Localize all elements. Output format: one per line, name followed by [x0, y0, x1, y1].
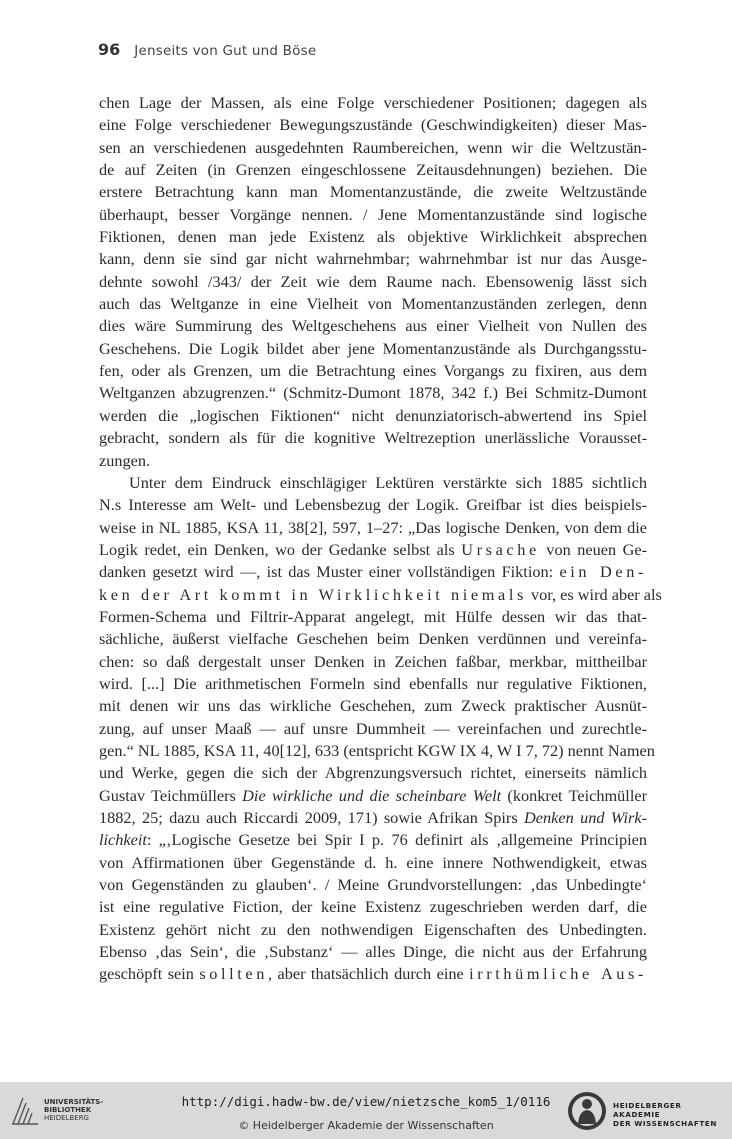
text-line: und Werke, gegen die sich der Abgrenzungsversuch richtet, einerseits nämlich	[99, 763, 647, 783]
text-line: Formen-Schema und Filtrir-Apparat angelegt, mit Hülfe dessen wir das that-	[99, 606, 647, 626]
text-line: Geschehens. Die Logik bildet aber jene Momentanzustände als Durchgangsstu-	[99, 338, 647, 358]
source-url-link[interactable]: http://digi.hadw-bw.de/view/nietzsche_kom5_1/0116	[181, 1094, 551, 1109]
text-line: chen: so daß dergestalt unser Denken in Zeichen faßbar, merkbar, mittheilbar	[99, 651, 647, 671]
text-line: Existenz gehört nicht zu den nothwendigen Eigenschaften des Unbedingten.	[99, 919, 647, 939]
text-line: danken gesetzt wird —, ist das Muster einer vollständigen Fiktion: ein Den-	[99, 562, 647, 582]
footer-bar	[0, 1082, 732, 1139]
text-line: werden die „logischen Fiktionen“ nicht denunziatorisch-abwertend ins Spiel	[99, 405, 647, 425]
text-line: geschöpft sein sollten, aber thatsächlich durch eine irrthümliche Aus-	[99, 964, 647, 984]
text-line: ken der Art kommt in Wirklichkeit niemals vor, es wird aber als	[99, 584, 662, 604]
text-line: sächliche, äußerst vielfache Geschehen beim Denken verdünnen und vereinfa-	[99, 629, 647, 649]
text-line: 1882, 25; dazu auch Riccardi 2009, 171) sowie Afrikan Spirs Denken und Wirk-	[99, 808, 648, 827]
text-line: ist eine regulative Fiction, der keine Existenz zugeschrieben werden darf, die	[99, 897, 647, 917]
text-line: von Gegenständen zu glauben‘. / Meine Grundvorstellungen: ‚das Unbedingte‘	[99, 875, 647, 895]
text-line: dehnte sowohl /343/ der Zeit wie dem Raume nach. Ebensowenig lässt sich	[99, 271, 647, 291]
library-name: UNIVERSITÄTS- BIBLIOTHEK HEIDELBERG	[44, 1098, 104, 1122]
spaced-emphasis: Ursache	[461, 539, 540, 559]
text-line: zung, auf unser Maaß — auf unsre Dummheit — vereinfachen und zurechtle-	[99, 718, 647, 738]
spaced-emphasis: sollten	[199, 964, 268, 984]
text-line: weise in NL 1885, KSA 11, 38[2], 597, 1–27: „Das logische Denken, von dem die	[99, 517, 647, 537]
text-line: kann, denn sie sind gar nicht wahrnehmbar; wahrnehmbar ist nur das Ausge-	[99, 249, 647, 269]
running-title: Jenseits von Gut und Böse	[134, 43, 317, 59]
text-line: Fiktionen, denen man jede Existenz als objektive Wirklichkeit absprechen	[99, 227, 647, 247]
text-line: lichkeit: „‚Logische Gesetze bei Spir I p. 76 definirt als ‚allgemeine Principien	[99, 830, 647, 850]
text-line: Weltganzen abzugrenzen.“ (Schmitz-Dumont 1878, 342 f.) Bei Schmitz-Dumont	[99, 383, 647, 403]
text-line: gen.“ NL 1885, KSA 11, 40[12], 633 (entspricht KGW IX 4, W I 7, 72) nennt Namen	[99, 740, 655, 760]
text-line: Gustav Teichmüllers Die wirkliche und die scheinbare Welt (konkret Teichmüller	[99, 785, 647, 805]
body-text	[99, 92, 662, 986]
running-head	[98, 40, 316, 66]
text-line: wird. [...] Die arithmetischen Formeln sind ebenfalls nur regulative Fiktionen,	[99, 673, 647, 693]
italic-title: Denken und Wirk-	[524, 808, 648, 827]
copyright-notice: © Heidelberger Akademie der Wissenschaften	[238, 1119, 494, 1132]
text-line: auch das Weltganze in eine Vielheit von Momentanzuständen zerlegen, denn	[99, 294, 647, 314]
text-line: Ebenso ‚das Sein‘, die ‚Substanz‘ — alles Dinge, die nicht aus der Erfahrung	[99, 942, 647, 962]
text-line: sen an verschiedenen ausgedehnten Raumbereichen, wenn wir die Weltzustän-	[99, 137, 647, 157]
text-line: dies wäre Summirung des Weltgeschehens aus einer Vielheit von Nullen des	[99, 316, 647, 336]
spaced-emphasis: ken der Art kommt in Wirklichkeit niemals	[99, 584, 527, 604]
text-line: chen Lage der Massen, als eine Folge verschiedener Positionen; dagegen als	[99, 93, 647, 112]
academy-seal-icon	[567, 1091, 607, 1131]
text-line: de auf Zeiten (in Grenzen eingeschlossene Zeitausdehnungen) beziehen. Die	[99, 160, 647, 180]
text-line: zungen.	[99, 450, 151, 470]
academy-logo[interactable]	[563, 1088, 731, 1134]
text-line: Logik redet, ein Denken, wo der Gedanke selbst als Ursache von neuen Ge-	[99, 539, 647, 559]
academy-name: HEIDELBERGER AKADEMIE DER WISSENSCHAFTEN	[613, 1101, 718, 1128]
text-line: eine Folge verschiedener Bewegungszustände (Geschwindigkeiten) dieser Mas-	[99, 115, 647, 135]
text-line: N.s Interesse am Welt- und Lebensbezug der Logik. Greifbar ist dies beispiels-	[99, 495, 647, 515]
text-line: fen, oder als Grenzen, um die Betrachtung eines Vorgangs zu fixiren, aus dem	[99, 361, 647, 381]
text-line: überhaupt, besser Vorgänge nennen. / Jene Momentanzustände sind logische	[99, 204, 647, 224]
text-line-paragraph-start: Unter dem Eindruck einschlägiger Lektüren verstärkte sich 1885 sichtlich	[129, 472, 647, 492]
page-number: 96	[98, 40, 121, 59]
text-line: von Affirmationen über Gegenstände d. h. eine innere Nothwendigkeit, etwas	[99, 852, 647, 872]
text-line: erstere Betrachtung kann man Momentanzustände, die zweite Weltzustände	[99, 182, 647, 202]
spaced-emphasis: ein Den-	[559, 562, 647, 582]
italic-title: lichkeit	[99, 830, 147, 850]
text-line: gebracht, sondern als für die kognitive Weltrezeption unerlässliche Vorausset-	[99, 428, 647, 448]
italic-title: Die wirkliche und die scheinbare Welt	[242, 785, 502, 805]
text-line: mit denen wir uns das wirkliche Geschehen, zum Zweck praktischer Ausnüt-	[99, 696, 647, 716]
spaced-emphasis: irrthümliche Aus-	[469, 964, 647, 984]
